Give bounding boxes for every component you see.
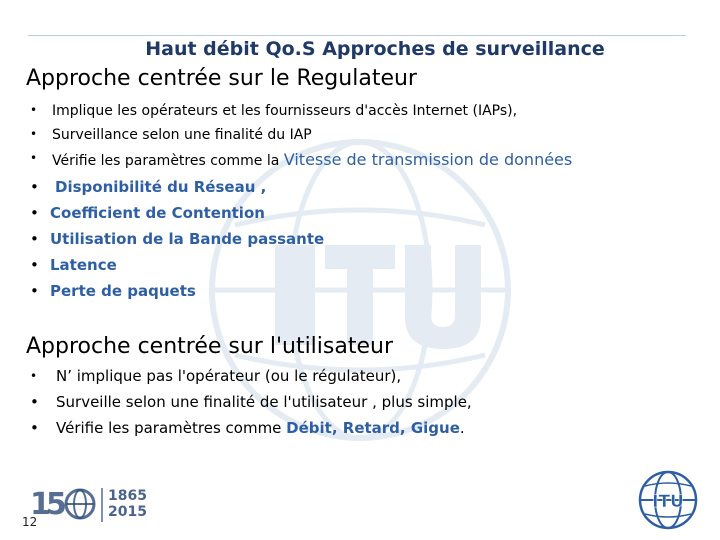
user-list: • N’ implique pas l'opérateur (ou le régulateur), • Surveille selon une finalité de l'utilisateur , plus simple, • Vérifie les paramètres comme Débit, Retard, Gigue. xyxy=(30,367,472,437)
year-start: 1865 xyxy=(108,488,147,504)
bullet-icon: • xyxy=(30,282,39,300)
bullet-icon: • xyxy=(30,151,38,165)
regulator-metrics-list: • Disponibilité du Réseau , • Coefficient de Contention • Utilisation de la Bande passante • Latence • Perte de paquets xyxy=(30,178,325,300)
metrics-highlight: Débit, Retard, Gigue xyxy=(286,419,460,437)
bullet-icon: • xyxy=(30,178,39,196)
bullet-icon: • xyxy=(30,393,39,411)
list-item-text: Vérifie les paramètres comme xyxy=(56,419,287,437)
year-end: 2015 xyxy=(108,504,147,520)
bullet-icon: • xyxy=(30,256,39,274)
speed-highlight: Vitesse de transmission de données xyxy=(283,150,573,169)
svg-text:1: 1 xyxy=(30,487,51,522)
itu-logo-text: ITU xyxy=(652,492,684,512)
bullet-icon: • xyxy=(30,369,38,383)
list-item-text: Vérifie les paramètres comme la xyxy=(52,153,280,169)
bullet-icon: • xyxy=(30,127,38,141)
slide-title: Haut débit Qo.S Approches de surveillance xyxy=(145,38,605,60)
itu-logo-icon xyxy=(636,468,700,532)
user-heading: Approche centrée sur l'utilisateur xyxy=(26,334,393,359)
anniversary-years xyxy=(108,488,147,520)
bullet-icon: • xyxy=(30,103,38,117)
bullet-icon: • xyxy=(30,204,39,222)
regulator-heading: Approche centrée sur le Regulateur xyxy=(26,66,417,91)
regulator-list: • Implique les opérateurs et les fournisseurs d'accès Internet (IAPs), • Surveillance selon une finalité du IAP • Vérifie les paramètres comme la Vitesse de transmission de données xyxy=(30,103,573,169)
page-number: 12 xyxy=(22,515,38,529)
top-rule xyxy=(28,35,686,36)
bullet-icon: • xyxy=(30,419,39,437)
bullet-icon: • xyxy=(30,230,39,248)
svg-text:5: 5 xyxy=(46,487,67,522)
